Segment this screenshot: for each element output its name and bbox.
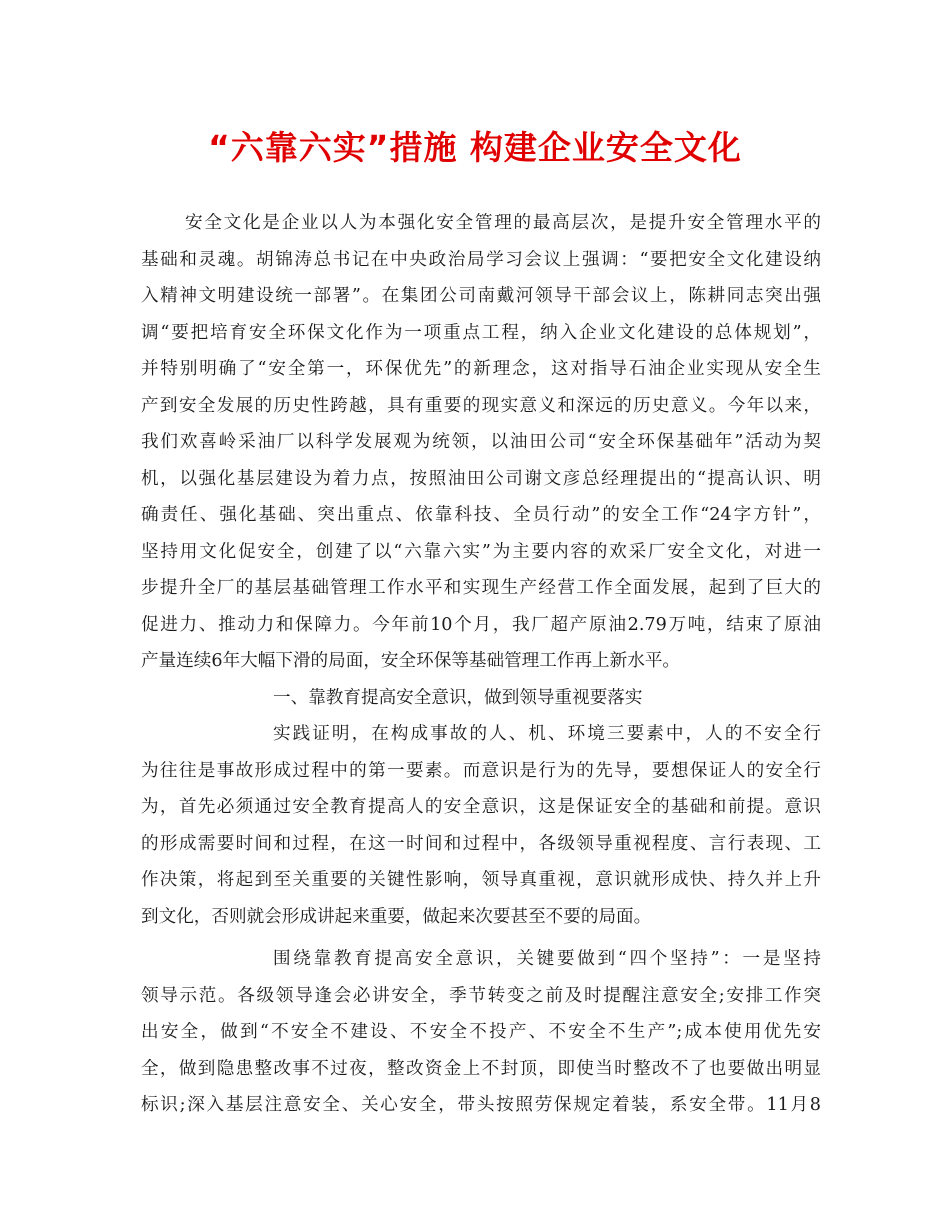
body-line: 产量连续6年大幅下滑的局面，安全环保等基础管理工作再上新水平。 xyxy=(141,651,681,671)
body-line: 促进力、推动力和保障力。今年前10个月，我厂超产原油2.79万吨，结束了原油 xyxy=(141,614,821,635)
body-line: 围绕靠教育提高安全意识，关键要做到“四个坚持”：一是坚持 xyxy=(273,949,821,969)
body-line: 标识;深入基层注意安全、关心安全，带头按照劳保规定着装，系安全带。11月8 xyxy=(141,1095,821,1115)
body-line: 机，以强化基层建设为着力点，按照油田公司谢文彦总经理提出的“提高认识、明 xyxy=(141,468,821,489)
document-title: “六靠六实”措施 构建企业安全文化 xyxy=(208,128,742,167)
body-line: 调“要把培育安全环保文化作为一项重点工程，纳入企业文化建设的总体规划”， xyxy=(141,322,821,343)
body-line: 的形成需要时间和过程，在这一时间和过程中，各级领导重视程度、言行表现、工 xyxy=(141,833,821,854)
body-line: 确责任、强化基础、突出重点、依靠科技、全员行动”的安全工作“24字方针”， xyxy=(141,505,821,525)
body-line: 步提升全厂的基层基础管理工作水平和实现生产经营工作全面发展，起到了巨大的 xyxy=(141,578,821,598)
body-line: 为往往是事故形成过程中的第一要素。而意识是行为的先导，要想保证人的安全行 xyxy=(141,760,821,781)
section-heading: 一、靠教育提高安全意识，做到领导重视要落实 xyxy=(273,687,643,708)
body-line: 并特别明确了“安全第一，环保优先”的新理念，这对指导石油企业实现从安全生 xyxy=(141,359,821,379)
body-line: 坚持用文化促安全，创建了以“六靠六实”为主要内容的欢采厂安全文化，对进一 xyxy=(141,541,821,562)
body-line: 入精神文明建设统一部署”。在集团公司南戴河领导干部会议上，陈耕同志突出强 xyxy=(141,286,821,306)
body-line: 实践证明，在构成事故的人、机、环境三要素中，人的不安全行 xyxy=(273,724,821,744)
body-line: 安全文化是企业以人为本强化安全管理的最高层次，是提升安全管理水平的 xyxy=(185,213,821,233)
body-line: 全，做到隐患整改事不过夜，整改资金上不封顶，即使当时整改不了也要做出明显 xyxy=(141,1058,821,1079)
body-line: 到文化，否则就会形成讲起来重要，做起来次要甚至不要的局面。 xyxy=(141,906,652,927)
body-line: 为，首先必须通过安全教育提高人的安全意识，这是保证安全的基础和前提。意识 xyxy=(141,797,821,817)
body-line: 我们欢喜岭采油厂以科学发展观为统领，以油田公司“安全环保基础年”活动为契 xyxy=(141,432,821,452)
body-line: 作决策，将起到至关重要的关键性影响，领导真重视，意识就形成快、持久并上升 xyxy=(141,870,821,890)
body-line: 产到安全发展的历史性跨越，具有重要的现实意义和深远的历史意义。今年以来， xyxy=(141,395,821,416)
body-line: 基础和灵魂。胡锦涛总书记在中央政治局学习会议上强调：“要把安全文化建设纳 xyxy=(141,249,821,270)
body-line: 出安全，做到“不安全不建设、不安全不投产、不安全不生产”;成本使用优先安 xyxy=(141,1022,821,1042)
body-line: 领导示范。各级领导逢会必讲安全，季节转变之前及时提醒注意安全;安排工作突 xyxy=(141,985,821,1006)
document-body xyxy=(141,205,821,1124)
